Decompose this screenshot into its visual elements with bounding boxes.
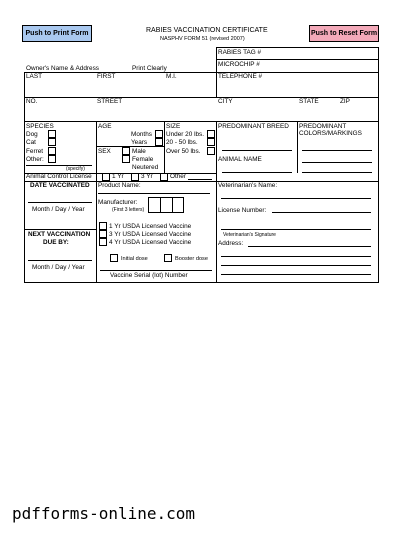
initial-dose-checkbox[interactable] — [110, 254, 118, 262]
cat-label: Cat — [26, 139, 36, 146]
next-vaccination-field[interactable] — [28, 260, 92, 261]
rule — [216, 72, 217, 97]
license-number-label: License Number: — [218, 207, 267, 214]
rule — [216, 47, 378, 48]
ferret-checkbox[interactable] — [48, 147, 56, 155]
middle-initial-label: M.I. — [166, 73, 177, 80]
vaccine-4yr-label: 4 Yr USDA Licensed Vaccine — [109, 239, 192, 246]
vaccine-1yr-label: 1 Yr USDA Licensed Vaccine — [109, 223, 192, 230]
over-50-checkbox[interactable] — [207, 147, 215, 155]
license-other-checkbox[interactable] — [160, 173, 168, 181]
first-name-label: FIRST — [97, 73, 116, 80]
20-50-label: 20 - 50 lbs. — [166, 139, 198, 146]
vaccine-3yr-checkbox[interactable] — [99, 230, 107, 238]
rule — [96, 181, 97, 282]
male-checkbox[interactable] — [122, 147, 130, 155]
breed-field[interactable] — [222, 150, 292, 151]
months-checkbox[interactable] — [155, 130, 163, 138]
neutered-label: Neutered — [132, 164, 159, 171]
rule — [297, 121, 298, 173]
age-label: AGE — [98, 123, 112, 130]
next-date-format-label: Month / Day / Year — [32, 264, 85, 271]
street-label: STREET — [97, 98, 123, 105]
microchip-label: MICROCHIP # — [218, 61, 260, 68]
license-number-field[interactable] — [272, 212, 371, 213]
other-species-label: Other: — [26, 156, 44, 163]
predominant-breed-label: PREDOMINANT BREED — [218, 123, 289, 130]
vaccine-3yr-label: 3 Yr USDA Licensed Vaccine — [109, 231, 192, 238]
rule — [164, 121, 165, 173]
male-label: Male — [132, 148, 146, 155]
date-vaccinated-field[interactable] — [28, 202, 92, 203]
state-label: STATE — [299, 98, 319, 105]
manufacturer-letter-3[interactable] — [172, 197, 184, 213]
serial-number-label: Vaccine Serial (lot) Number — [110, 272, 188, 279]
species-label: SPECIES — [26, 123, 54, 130]
license-other-field[interactable] — [188, 179, 212, 180]
last-name-label: LAST — [26, 73, 42, 80]
next-vaccination-label-line2: DUE BY: — [43, 239, 69, 246]
rule — [96, 146, 164, 147]
colors-field-3[interactable] — [302, 172, 372, 173]
specify-label: (specify) — [66, 166, 85, 172]
zip-label: ZIP — [340, 98, 350, 105]
initial-dose-label: Initial dose — [121, 256, 148, 262]
watermark: pdfforms-online.com — [12, 504, 196, 523]
dog-label: Dog — [26, 131, 38, 138]
address-field-2[interactable] — [221, 256, 371, 257]
rule — [96, 121, 97, 181]
other-species-checkbox[interactable] — [48, 155, 56, 163]
city-label: CITY — [218, 98, 233, 105]
print-form-button[interactable]: Push to Print Form — [22, 25, 92, 42]
signature-label: Veterinarian's Signature — [223, 232, 276, 238]
colors-field-1[interactable] — [302, 150, 372, 151]
license-1yr-label: 1 Yr — [112, 173, 124, 180]
rule — [24, 72, 378, 73]
female-label: Female — [132, 156, 154, 163]
address-field-3[interactable] — [221, 265, 371, 266]
license-other-label: Other — [170, 173, 186, 180]
under-20-checkbox[interactable] — [207, 130, 215, 138]
years-label: Years — [131, 139, 148, 146]
sex-label: SEX — [98, 148, 111, 155]
form-right-border — [378, 47, 379, 282]
booster-dose-label: Booster dose — [175, 256, 208, 262]
signature-field[interactable] — [221, 229, 371, 230]
manufacturer-label: Manufacturer: — [98, 199, 138, 206]
animal-name-label: ANIMAL NAME — [218, 156, 262, 163]
rule — [24, 121, 378, 122]
owner-name-address-label: Owner's Name & Address — [26, 65, 99, 72]
form-bottom-border — [24, 282, 379, 283]
license-label: Animal Control License — [26, 173, 92, 180]
form-left-border — [24, 72, 25, 282]
form-subtitle: NASPHV FORM 51 (revised 2007) — [160, 36, 245, 42]
telephone-label: TELEPHONE # — [218, 73, 263, 80]
address-field-1[interactable] — [248, 246, 371, 247]
ferret-label: Ferret — [26, 148, 44, 155]
vaccine-4yr-checkbox[interactable] — [99, 238, 107, 246]
address-field-4[interactable] — [221, 274, 371, 275]
booster-dose-checkbox[interactable] — [164, 254, 172, 262]
dog-checkbox[interactable] — [48, 130, 56, 138]
female-checkbox[interactable] — [122, 155, 130, 163]
veterinarian-name-field[interactable] — [221, 198, 371, 199]
reset-form-button[interactable]: Push to Reset Form — [309, 25, 379, 42]
rule — [216, 121, 217, 282]
size-label: SIZE — [166, 123, 181, 130]
serial-number-field[interactable] — [100, 270, 212, 271]
under-20-label: Under 20 lbs. — [166, 131, 205, 138]
years-checkbox[interactable] — [155, 138, 163, 146]
20-50-checkbox[interactable] — [207, 138, 215, 146]
vaccine-1yr-checkbox[interactable] — [99, 222, 107, 230]
rule — [24, 229, 96, 230]
over-50-label: Over 50 lbs. — [166, 148, 201, 155]
rule — [216, 59, 378, 60]
months-label: Months — [131, 131, 152, 138]
license-3yr-label: 3 Yr — [141, 173, 153, 180]
colors-label-line1: PREDOMINANT — [299, 123, 347, 130]
product-name-label: Product Name: — [98, 182, 141, 189]
next-vaccination-label-line1: NEXT VACCINATION — [28, 231, 91, 238]
cat-checkbox[interactable] — [48, 138, 56, 146]
colors-field-2[interactable] — [302, 162, 372, 163]
first-3-letters-label: (First 3 letters) — [112, 207, 145, 213]
form-title: RABIES VACCINATION CERTIFICATE — [146, 27, 268, 34]
print-clearly-label: Print Clearly — [132, 65, 167, 72]
date-vaccinated-label: DATE VACCINATED — [30, 182, 90, 189]
license-3yr-checkbox[interactable] — [131, 173, 139, 181]
address-label: Address: — [218, 240, 244, 247]
license-1yr-checkbox[interactable] — [102, 173, 110, 181]
animal-name-field[interactable] — [222, 172, 292, 173]
veterinarian-name-label: Veterinarian's Name: — [218, 182, 278, 189]
rule — [24, 97, 378, 98]
rabies-tag-label: RABIES TAG # — [218, 49, 262, 56]
colors-label-line2: COLORS/MARKINGS — [299, 130, 362, 137]
date-format-label: Month / Day / Year — [32, 206, 85, 213]
product-name-field[interactable] — [98, 193, 210, 194]
number-label: NO. — [26, 98, 38, 105]
